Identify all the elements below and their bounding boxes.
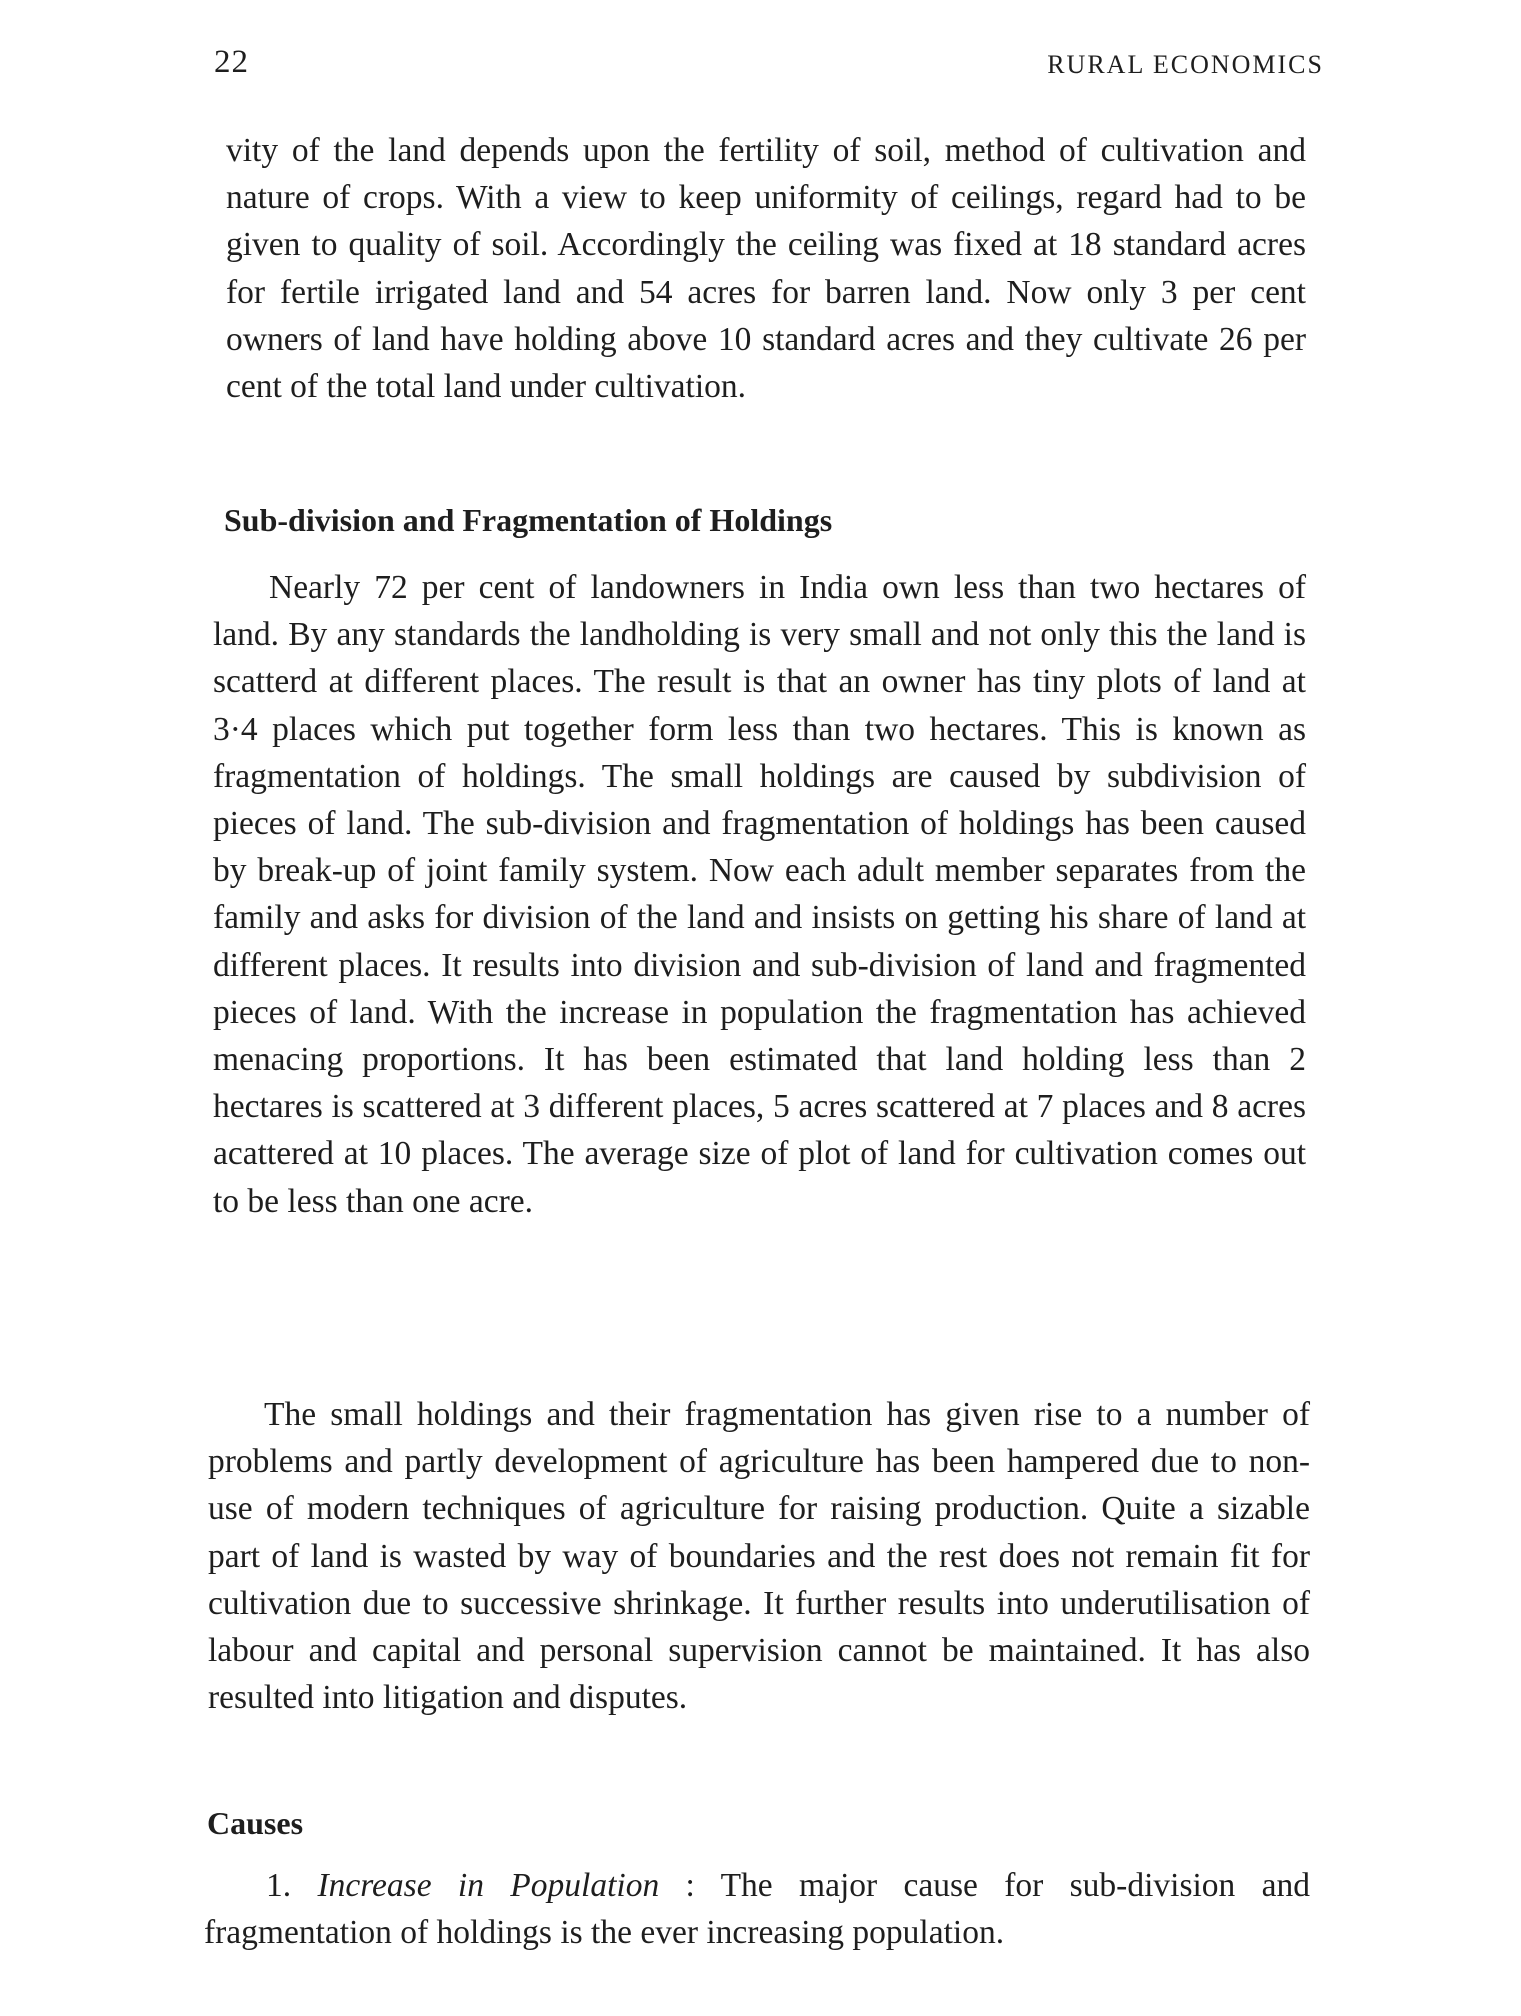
cause-label: Increase in Population [317, 1867, 660, 1904]
cause-item-population [204, 1862, 1310, 1956]
paragraph-fragmentation: Nearly 72 per cent of landowners in India own less than two hectares of land. By any standards the landholding is very small and not only this the land is scatterd at different places. The result is that an owner has tiny plots of land at 3·4 places which put together form less than two hectares. This is known as fragmentation of holdings. The small holdings are caused by subdivision of pieces of land. The sub-division and fragmentation of holdings has been caused by break-up of joint family system. Now each adult member separates from the family and asks for division of the land and insists on getting his share of land at different places. It results into division and sub-division of land and fragmented pieces of land. With the increase in population the fragmentation has achieved menacing proportions. It has been estimated that land holding less than 2 hectares is scattered at 3 different places, 5 acres scattered at 7 places and 8 acres acattered at 10 places. The average size of plot of land for cultivation comes out to be less than one acre. [213, 569, 1306, 1220]
page-header [214, 44, 1324, 94]
paragraph-ceiling-continuation: vity of the land depends upon the fertility of soil, method of cultivation and nature of crops. With a view to keep uniformity of ceilings, regard had to be given to quality of soil. Accordingly the ceiling was fixed at 18 standard acres for fertile irrigated land and 54 acres for barren land. Now only 3 per cent owners of land have holding above 10 standard acres and they cultivate 26 per cent of the total land under cultivation. [226, 132, 1306, 406]
paragraph-problems: The small holdings and their fragmentation has given rise to a number of problems and partly development of agriculture has been hampered due to non-use of modern techniques of agriculture for raising production. Quite a sizable part of land is wasted by way of boundaries and the rest does not remain fit for cultivation due to successive shrinkage. It further results into underutilisation of labour and capital and personal supervision cannot be maintained. It has also resulted into litigation and disputes. [208, 1396, 1310, 1717]
running-head: RURAL ECONOMICS [1047, 50, 1324, 79]
section-heading-subdivision: Sub-division and Fragmentation of Holdings [224, 502, 833, 538]
page-number: 22 [214, 44, 249, 80]
cause-text: : The major cause for sub-division and fragmentation of holdings is the ever increasing population. [204, 1867, 1310, 1952]
cause-number: 1. [266, 1867, 292, 1904]
section-heading-causes: Causes [207, 1805, 304, 1841]
